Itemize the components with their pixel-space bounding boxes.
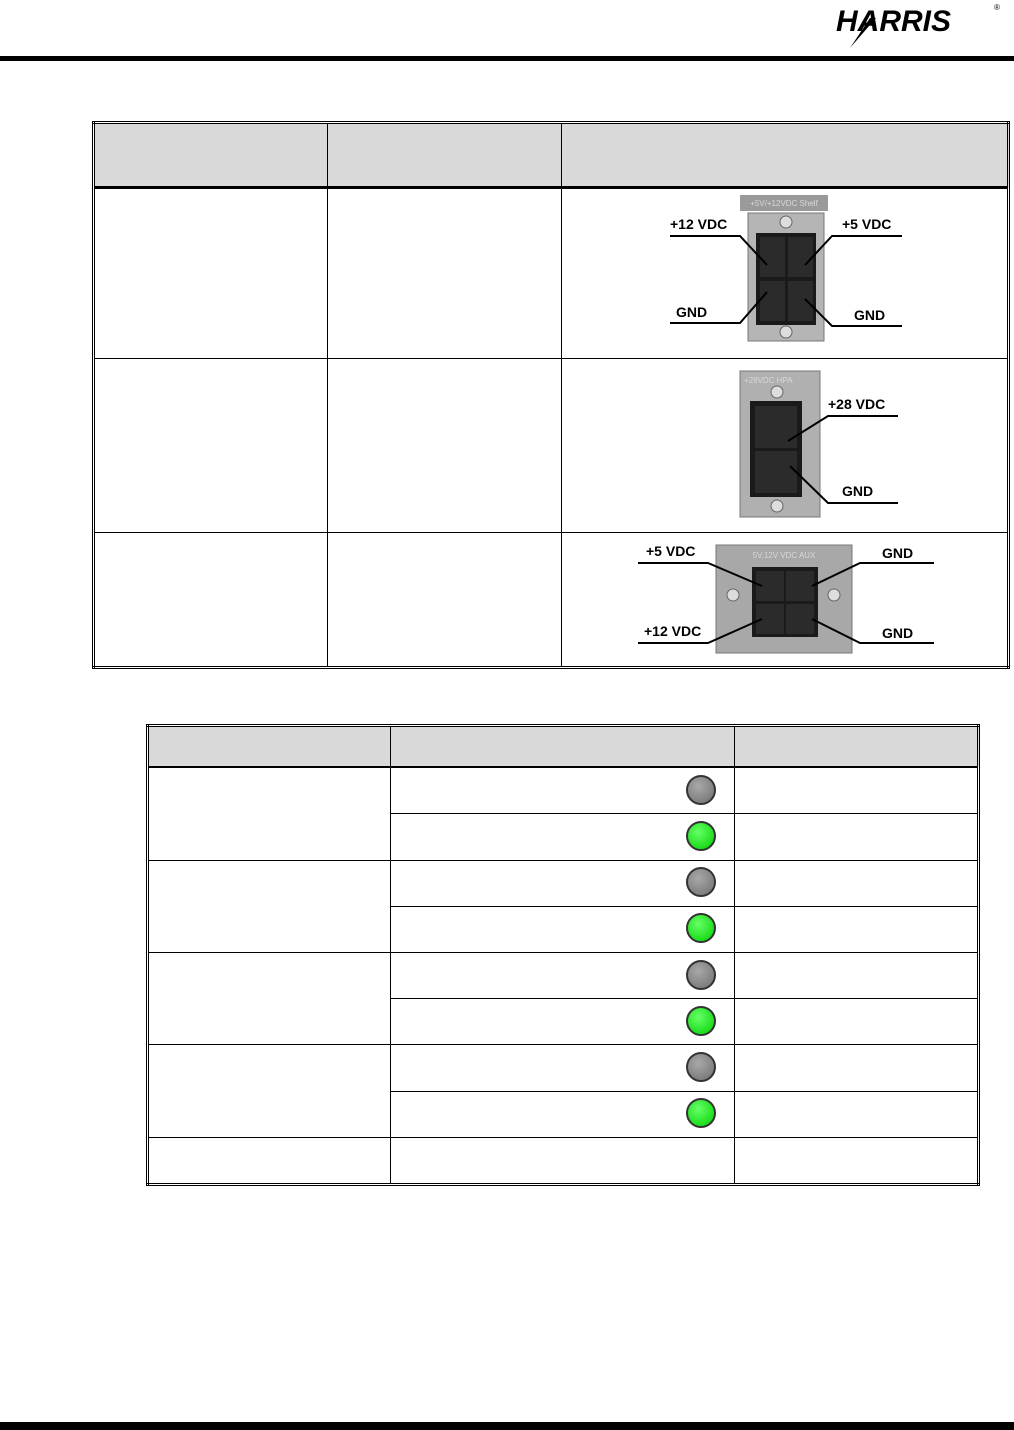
header-cell <box>328 123 562 188</box>
led-table-header <box>148 726 979 768</box>
table-row <box>148 860 979 906</box>
table-cell <box>735 767 979 814</box>
screw-icon <box>828 589 840 601</box>
connector-table <box>92 121 1010 669</box>
screw-icon <box>727 589 739 601</box>
led-off-icon <box>686 1052 716 1082</box>
harris-logo <box>814 0 1004 50</box>
led-on-icon <box>686 821 716 851</box>
pin-socket <box>760 237 785 277</box>
table-cell <box>735 906 979 952</box>
logo-text: HARRIS <box>836 5 952 38</box>
screw-icon <box>780 326 792 338</box>
table-cell <box>735 1137 979 1184</box>
table-cell <box>148 1045 391 1137</box>
pin-label: +12 VDC <box>644 623 702 639</box>
led-on-icon <box>686 913 716 943</box>
table-cell <box>391 1137 735 1184</box>
table-cell <box>148 860 391 952</box>
led-cell <box>391 999 735 1045</box>
table-cell <box>735 1091 979 1137</box>
registered-mark: ® <box>994 3 1000 12</box>
led-cell <box>391 906 735 952</box>
screw-icon <box>780 216 792 228</box>
pin-socket <box>755 406 797 448</box>
connector-image-cell <box>562 533 1009 668</box>
table-cell <box>735 814 979 860</box>
header-cell <box>148 726 391 768</box>
table-row <box>94 359 1009 533</box>
led-cell <box>391 1091 735 1137</box>
pin-label: +5 VDC <box>842 216 892 232</box>
pin-socket <box>786 571 814 601</box>
screw-icon <box>771 386 783 398</box>
hpa-connector-diagram <box>562 359 1008 527</box>
table-cell <box>148 767 391 860</box>
table-cell <box>94 533 328 668</box>
pin-socket <box>786 604 814 634</box>
pin-socket <box>760 281 785 321</box>
pin-label: +12 VDC <box>670 216 728 232</box>
footer-rule <box>0 1422 1014 1430</box>
table-row <box>148 767 979 814</box>
pin-label: GND <box>854 307 886 323</box>
pin-label: GND <box>882 545 914 561</box>
table-cell <box>735 999 979 1045</box>
header-rule <box>0 56 1014 61</box>
table-cell <box>328 188 562 359</box>
screw-icon <box>771 500 783 512</box>
connector-table-header <box>94 123 1009 188</box>
table-row <box>148 1137 979 1184</box>
table-cell <box>735 952 979 998</box>
header-cell <box>391 726 735 768</box>
table-cell <box>735 860 979 906</box>
pin-label: +5 VDC <box>646 543 696 559</box>
pin-label: GND <box>676 304 708 320</box>
led-off-icon <box>686 775 716 805</box>
table-cell <box>148 952 391 1044</box>
led-cell <box>391 952 735 998</box>
plate-label: +5V/+12VDC Shelf <box>750 199 818 208</box>
led-cell <box>391 814 735 860</box>
pin-label: GND <box>842 483 874 499</box>
led-cell <box>391 767 735 814</box>
table-cell <box>735 1045 979 1091</box>
table-row <box>94 188 1009 359</box>
led-on-icon <box>686 1006 716 1036</box>
table-row <box>94 533 1009 668</box>
pin-socket <box>755 451 797 493</box>
table-cell <box>94 188 328 359</box>
connector-image-cell <box>562 359 1009 533</box>
shelf-connector-diagram <box>562 189 1008 353</box>
led-table <box>146 724 980 1186</box>
led-cell <box>391 1045 735 1091</box>
pin-label: +28 VDC <box>828 396 886 412</box>
table-row <box>148 952 979 998</box>
table-row <box>148 1045 979 1091</box>
table-cell <box>94 359 328 533</box>
led-cell <box>391 860 735 906</box>
led-off-icon <box>686 867 716 897</box>
pin-label: GND <box>882 625 914 641</box>
led-off-icon <box>686 960 716 990</box>
table-cell <box>328 359 562 533</box>
table-cell <box>148 1137 391 1184</box>
table-cell <box>328 533 562 668</box>
pin-socket <box>788 281 813 321</box>
plate-label: +28VDC HPA <box>744 376 793 385</box>
plate-label: 5V,12V VDC AUX <box>752 551 816 560</box>
header-cell <box>735 726 979 768</box>
connector-image-cell <box>562 188 1009 359</box>
header-cell <box>562 123 1009 188</box>
header-cell <box>94 123 328 188</box>
pin-socket <box>788 237 813 277</box>
aux-connector-diagram <box>562 533 1008 661</box>
led-on-icon <box>686 1098 716 1128</box>
